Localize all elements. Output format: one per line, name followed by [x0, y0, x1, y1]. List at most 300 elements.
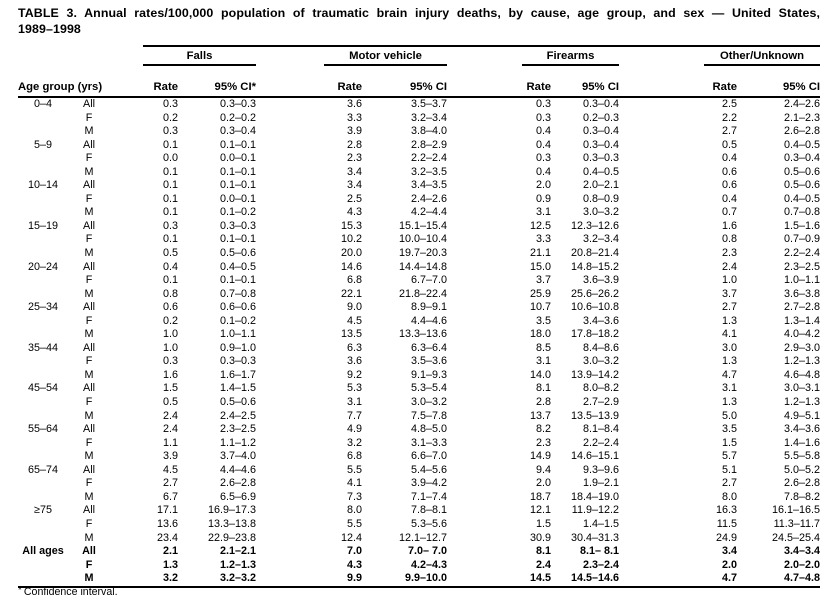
sex-cell: F	[85, 314, 93, 327]
group-header-firearms	[447, 45, 619, 66]
sex-cell: All	[83, 382, 95, 395]
firearms-rate-cell: 14.9	[529, 450, 551, 463]
sex-cell: All	[83, 260, 95, 273]
other-rate-cell: 2.5	[721, 98, 737, 110]
motor-vehicle-ci-cell: 3.4–3.5	[410, 179, 447, 192]
motor-vehicle-ci-cell: 6.7–7.0	[410, 274, 447, 287]
other-rate-cell: 1.3	[721, 396, 737, 409]
motor-vehicle-rate-cell: 6.8	[346, 274, 362, 287]
motor-vehicle-rate-cell: 3.6	[346, 98, 362, 110]
table-row	[18, 532, 820, 546]
falls-rate-cell: 2.4	[162, 423, 178, 436]
table-row	[18, 572, 820, 587]
firearms-ci-cell: 0.2–0.3	[582, 111, 619, 124]
sex-cell: All	[83, 504, 95, 517]
motor-vehicle-rate-cell: 3.6	[346, 355, 362, 368]
sex-cell: M	[84, 531, 94, 544]
other-rate-cell: 2.0	[721, 558, 737, 571]
falls-rate-cell: 0.3	[162, 98, 178, 110]
firearms-ci-cell: 8.1–8.4	[582, 423, 619, 436]
other-ci-cell: 4.9–5.1	[783, 409, 820, 422]
falls-ci-cell: 6.5–6.9	[219, 490, 256, 503]
firearms-ci-cell: 30.4–31.3	[570, 531, 619, 544]
table-body	[18, 97, 820, 587]
sex-cell: M	[84, 247, 94, 260]
motor-vehicle-ci-cell: 3.2–3.5	[410, 165, 447, 178]
firearms-ci-cell: 14.6–15.1	[570, 450, 619, 463]
age-cell	[18, 369, 68, 383]
table-row	[18, 247, 820, 261]
falls-rate-cell: 23.4	[156, 531, 178, 544]
motor-vehicle-rate-cell: 22.1	[340, 287, 362, 300]
sex-cell: F	[85, 152, 93, 165]
falls-ci-cell: 0.6–0.6	[219, 301, 256, 314]
table-row	[18, 125, 820, 139]
motor-vehicle-rate-cell: 7.0	[346, 545, 362, 558]
motor-vehicle-rate-cell: 3.2	[346, 436, 362, 449]
falls-rate-cell: 0.5	[162, 396, 178, 409]
falls-ci-cell: 16.9–17.3	[207, 504, 256, 517]
group-header-falls	[110, 45, 256, 66]
falls-ci-cell: 0.3–0.3	[219, 98, 256, 110]
sex-cell: All	[82, 545, 96, 558]
motor-vehicle-ci-header: 95% CI	[362, 66, 447, 97]
falls-rate-cell: 0.1	[162, 138, 178, 151]
firearms-ci-cell: 17.8–18.2	[570, 328, 619, 341]
firearms-rate-cell: 14.0	[529, 368, 551, 381]
motor-vehicle-ci-cell: 21.8–22.4	[398, 287, 447, 300]
falls-rate-cell: 1.0	[162, 328, 178, 341]
age-cell: 10–14	[27, 179, 59, 192]
other-rate-header: Rate	[619, 66, 737, 97]
other-ci-cell: 3.6–3.8	[783, 287, 820, 300]
motor-vehicle-rate-cell: 4.3	[346, 206, 362, 219]
other-rate-cell: 3.4	[721, 545, 737, 558]
table-row	[18, 423, 820, 437]
motor-vehicle-ci-cell: 14.4–14.8	[398, 260, 447, 273]
falls-ci-cell: 0.9–1.0	[219, 341, 256, 354]
other-ci-cell: 16.1–16.5	[771, 504, 820, 517]
other-ci-cell: 2.6–2.8	[783, 477, 820, 490]
age-cell	[18, 410, 68, 424]
table-row	[18, 410, 820, 424]
table-row	[18, 396, 820, 410]
age-cell: ≥75	[34, 504, 52, 517]
age-cell	[18, 532, 68, 546]
motor-vehicle-rate-cell: 4.3	[346, 558, 362, 571]
other-ci-cell: 2.7–2.8	[783, 301, 820, 314]
other-ci-cell: 1.2–1.3	[783, 355, 820, 368]
firearms-rate-cell: 2.4	[535, 558, 551, 571]
sex-cell: M	[84, 328, 94, 341]
falls-rate-cell: 3.2	[110, 572, 178, 587]
other-ci-cell: 4.7–4.8	[737, 572, 820, 587]
falls-rate-cell: 2.7	[162, 477, 178, 490]
other-rate-cell: 0.4	[721, 152, 737, 165]
falls-rate-cell: 1.5	[162, 382, 178, 395]
firearms-rate-cell: 13.7	[529, 409, 551, 422]
firearms-rate-cell: 25.9	[529, 287, 551, 300]
other-rate-cell: 2.3	[721, 247, 737, 260]
falls-ci-cell: 1.0–1.1	[219, 328, 256, 341]
sex-cell: M	[84, 409, 94, 422]
other-rate-cell: 3.1	[721, 382, 737, 395]
other-ci-cell: 4.0–4.2	[783, 328, 820, 341]
falls-rate-cell: 0.1	[162, 274, 178, 287]
other-ci-cell: 3.4–3.6	[783, 423, 820, 436]
sex-cell: M	[84, 368, 94, 381]
firearms-rate-cell: 10.7	[529, 301, 551, 314]
falls-ci-cell: 2.1–2.1	[219, 545, 256, 558]
motor-vehicle-rate-cell: 2.3	[346, 152, 362, 165]
table-row	[18, 545, 820, 559]
group-label-other-unknown: Other/Unknown	[704, 49, 820, 66]
falls-ci-cell: 3.7–4.0	[219, 450, 256, 463]
other-rate-cell: 0.4	[721, 192, 737, 205]
falls-rate-cell: 6.7	[162, 490, 178, 503]
firearms-rate-cell: 9.4	[535, 463, 551, 476]
table-row	[18, 220, 820, 234]
motor-vehicle-ci-cell: 3.0–3.2	[410, 396, 447, 409]
other-rate-cell: 5.0	[721, 409, 737, 422]
motor-vehicle-ci-cell: 7.0– 7.0	[407, 545, 447, 558]
sex-cell: All	[83, 219, 95, 232]
motor-vehicle-rate-cell: 9.2	[346, 368, 362, 381]
group-header-row	[18, 45, 820, 66]
sex-cell: All	[83, 423, 95, 436]
other-rate-cell: 0.6	[721, 165, 737, 178]
other-rate-cell: 5.7	[721, 450, 737, 463]
falls-rate-cell: 0.1	[162, 192, 178, 205]
firearms-rate-cell: 0.4	[535, 125, 551, 138]
firearms-rate-cell: 0.4	[535, 138, 551, 151]
other-rate-cell: 3.7	[721, 287, 737, 300]
sex-cell: F	[85, 274, 93, 287]
firearms-rate-cell: 3.1	[535, 355, 551, 368]
falls-rate-cell: 0.2	[162, 111, 178, 124]
falls-ci-cell: 0.1–0.1	[219, 274, 256, 287]
firearms-rate-cell: 3.7	[535, 274, 551, 287]
age-cell: 45–54	[27, 382, 59, 395]
firearms-ci-cell: 10.6–10.8	[570, 301, 619, 314]
table-row	[18, 437, 820, 451]
age-cell	[18, 559, 68, 573]
age-cell	[18, 274, 68, 288]
falls-ci-cell: 0.5–0.6	[219, 247, 256, 260]
other-rate-cell: 16.3	[715, 504, 737, 517]
age-cell	[18, 518, 68, 532]
motor-vehicle-ci-cell: 5.4–5.6	[410, 463, 447, 476]
motor-vehicle-ci-cell: 2.8–2.9	[410, 138, 447, 151]
firearms-rate-cell: 3.5	[535, 314, 551, 327]
falls-ci-cell: 0.1–0.1	[219, 233, 256, 246]
age-cell	[18, 166, 68, 180]
firearms-rate-cell: 8.1	[535, 545, 551, 558]
age-cell	[18, 437, 68, 451]
group-label-firearms: Firearms	[522, 49, 619, 66]
falls-rate-cell: 3.9	[162, 450, 178, 463]
falls-rate-cell: 0.5	[162, 247, 178, 260]
sex-cell: All	[83, 138, 95, 151]
age-cell	[18, 288, 68, 302]
age-cell	[18, 315, 68, 329]
sex-cell: M	[84, 287, 94, 300]
motor-vehicle-rate-cell: 14.6	[340, 260, 362, 273]
motor-vehicle-ci-cell: 2.2–2.4	[410, 152, 447, 165]
firearms-rate-cell: 18.7	[529, 490, 551, 503]
firearms-ci-cell: 2.2–2.4	[582, 436, 619, 449]
motor-vehicle-ci-cell: 6.6–7.0	[410, 450, 447, 463]
motor-vehicle-ci-cell: 4.8–5.0	[410, 423, 447, 436]
table-row	[18, 450, 820, 464]
falls-rate-cell: 1.6	[162, 368, 178, 381]
age-cell	[18, 572, 68, 587]
other-ci-cell: 0.5–0.6	[783, 165, 820, 178]
motor-vehicle-ci-cell: 3.5–3.6	[410, 355, 447, 368]
firearms-rate-cell: 1.5	[535, 517, 551, 530]
motor-vehicle-ci-cell: 9.9–10.0	[362, 572, 447, 587]
falls-ci-cell: 0.1–0.1	[219, 165, 256, 178]
motor-vehicle-rate-cell: 13.5	[340, 328, 362, 341]
firearms-ci-cell: 20.8–21.4	[570, 247, 619, 260]
age-cell: 15–19	[27, 219, 59, 232]
firearms-rate-cell: 8.1	[535, 382, 551, 395]
motor-vehicle-ci-cell: 5.3–5.6	[410, 517, 447, 530]
motor-vehicle-ci-cell: 3.2–3.4	[410, 111, 447, 124]
other-rate-cell: 3.0	[721, 341, 737, 354]
firearms-ci-cell: 3.0–3.2	[582, 206, 619, 219]
other-rate-cell: 5.1	[721, 463, 737, 476]
other-ci-cell: 1.5–1.6	[783, 219, 820, 232]
table-row	[18, 464, 820, 478]
age-cell	[18, 233, 68, 247]
footnote-marker: *	[18, 585, 22, 596]
other-ci-cell: 1.3–1.4	[783, 314, 820, 327]
firearms-ci-cell: 1.9–2.1	[582, 477, 619, 490]
firearms-ci-cell: 0.8–0.9	[582, 192, 619, 205]
other-ci-cell: 0.7–0.9	[783, 233, 820, 246]
falls-ci-cell: 0.0–0.1	[219, 192, 256, 205]
table-row	[18, 261, 820, 275]
motor-vehicle-ci-cell: 2.4–2.6	[410, 192, 447, 205]
table-row	[18, 179, 820, 193]
motor-vehicle-ci-cell: 4.2–4.3	[410, 558, 447, 571]
table-row	[18, 288, 820, 302]
age-group-header: Age group (yrs)	[18, 66, 110, 97]
falls-ci-cell: 0.1–0.1	[219, 179, 256, 192]
falls-ci-cell: 3.2–3.2	[178, 572, 256, 587]
motor-vehicle-rate-cell: 7.3	[346, 490, 362, 503]
falls-rate-cell: 1.3	[162, 558, 178, 571]
age-cell: 65–74	[27, 463, 59, 476]
table-title-line1: TABLE 3. Annual rates/100,000 population of traumatic brain injury deaths, by cause, age group, and sex — United States,	[18, 6, 820, 20]
table-row	[18, 301, 820, 315]
motor-vehicle-rate-cell: 3.3	[346, 111, 362, 124]
falls-ci-cell: 2.3–2.5	[219, 423, 256, 436]
age-cell	[18, 247, 68, 261]
falls-rate-cell: 4.5	[162, 463, 178, 476]
firearms-rate-cell: 0.9	[535, 192, 551, 205]
table-row	[18, 274, 820, 288]
motor-vehicle-rate-cell: 3.4	[346, 165, 362, 178]
motor-vehicle-rate-cell: 5.5	[346, 463, 362, 476]
age-cell: 25–34	[27, 301, 59, 314]
age-cell: 5–9	[33, 138, 52, 151]
firearms-rate-cell: 0.3	[535, 152, 551, 165]
firearms-rate-cell: 0.3	[535, 98, 551, 110]
sex-cell: F	[85, 233, 93, 246]
firearms-rate-cell: 2.0	[535, 179, 551, 192]
motor-vehicle-rate-cell: 20.0	[340, 247, 362, 260]
group-label-motor-vehicle: Motor vehicle	[324, 49, 447, 66]
firearms-ci-cell: 0.3–0.4	[582, 98, 619, 110]
other-rate-cell: 1.5	[721, 436, 737, 449]
table-title	[18, 5, 820, 37]
other-ci-cell: 11.3–11.7	[773, 517, 820, 530]
table-row	[18, 355, 820, 369]
column-header-row	[18, 66, 820, 97]
other-ci-cell: 2.1–2.3	[783, 111, 820, 124]
falls-ci-cell: 1.4–1.5	[219, 382, 256, 395]
motor-vehicle-rate-cell: 7.7	[346, 409, 362, 422]
falls-rate-cell: 1.0	[162, 341, 178, 354]
group-label-falls: Falls	[143, 49, 256, 66]
falls-rate-cell: 0.3	[162, 219, 178, 232]
falls-rate-cell: 0.3	[162, 125, 178, 138]
firearms-rate-cell: 8.2	[535, 423, 551, 436]
other-rate-cell: 8.0	[721, 490, 737, 503]
age-cell	[18, 491, 68, 505]
other-rate-cell: 2.7	[721, 301, 737, 314]
firearms-rate-cell: 12.5	[529, 219, 551, 232]
other-ci-cell: 5.5–5.8	[783, 450, 820, 463]
falls-ci-cell: 0.1–0.2	[219, 206, 256, 219]
motor-vehicle-rate-cell: 15.3	[340, 219, 362, 232]
firearms-ci-cell: 8.1– 8.1	[579, 545, 619, 558]
firearms-ci-cell: 0.3–0.3	[582, 152, 619, 165]
table-title-line2: 1989–1998	[18, 22, 81, 36]
other-rate-cell: 4.7	[619, 572, 737, 587]
firearms-ci-cell: 25.6–26.2	[570, 287, 619, 300]
falls-rate-cell: 0.6	[162, 301, 178, 314]
group-header-other-unknown	[619, 45, 820, 66]
sex-cell: All	[83, 98, 95, 110]
firearms-ci-cell: 3.6–3.9	[582, 274, 619, 287]
footnote	[18, 586, 118, 598]
age-cell: 55–64	[27, 423, 59, 436]
motor-vehicle-ci-cell: 3.9–4.2	[410, 477, 447, 490]
firearms-ci-cell: 2.3–2.4	[582, 558, 619, 571]
falls-rate-cell: 17.1	[156, 504, 178, 517]
falls-ci-cell: 2.6–2.8	[219, 477, 256, 490]
table-row	[18, 97, 820, 112]
age-cell	[18, 112, 68, 126]
sex-cell: F	[85, 436, 93, 449]
firearms-rate-cell: 15.0	[529, 260, 551, 273]
firearms-rate-cell: 3.3	[535, 233, 551, 246]
other-rate-cell: 1.0	[721, 274, 737, 287]
firearms-rate-cell: 0.4	[535, 165, 551, 178]
sex-cell: All	[83, 301, 95, 314]
firearms-ci-cell: 3.4–3.6	[582, 314, 619, 327]
motor-vehicle-ci-cell: 7.8–8.1	[410, 504, 447, 517]
sex-cell: M	[68, 572, 110, 587]
table-row	[18, 342, 820, 356]
falls-rate-cell: 0.2	[162, 314, 178, 327]
motor-vehicle-ci-cell: 7.1–7.4	[410, 490, 447, 503]
other-ci-cell: 1.0–1.1	[783, 274, 820, 287]
other-rate-cell: 11.5	[716, 517, 737, 530]
motor-vehicle-ci-cell: 10.0–10.4	[398, 233, 447, 246]
falls-ci-cell: 0.2–0.2	[219, 111, 256, 124]
other-rate-cell: 0.5	[721, 138, 737, 151]
sex-cell: M	[84, 165, 94, 178]
motor-vehicle-ci-cell: 12.1–12.7	[398, 531, 447, 544]
falls-ci-cell: 2.4–2.5	[219, 409, 256, 422]
other-ci-cell: 0.3–0.4	[783, 152, 820, 165]
falls-ci-cell: 4.4–4.6	[219, 463, 256, 476]
age-cell	[18, 355, 68, 369]
other-ci-header: 95% CI	[737, 66, 820, 97]
other-ci-cell: 0.4–0.5	[783, 192, 820, 205]
falls-rate-cell: 0.1	[162, 233, 178, 246]
falls-rate-cell: 1.1	[162, 436, 178, 449]
sex-cell: F	[85, 558, 93, 571]
firearms-ci-cell: 0.3–0.4	[582, 125, 619, 138]
falls-rate-cell: 13.6	[156, 517, 178, 530]
falls-ci-cell: 0.5–0.6	[219, 396, 256, 409]
motor-vehicle-ci-cell: 9.1–9.3	[410, 368, 447, 381]
other-rate-cell: 0.6	[721, 179, 737, 192]
firearms-ci-cell: 13.9–14.2	[570, 368, 619, 381]
age-cell: All ages	[22, 545, 64, 558]
firearms-ci-cell: 2.7–2.9	[582, 396, 619, 409]
age-cell	[18, 328, 68, 342]
motor-vehicle-rate-cell: 3.4	[346, 179, 362, 192]
sex-cell: F	[85, 396, 93, 409]
table-row	[18, 139, 820, 153]
firearms-rate-cell: 2.0	[535, 477, 551, 490]
firearms-ci-cell: 3.2–3.4	[582, 233, 619, 246]
motor-vehicle-rate-cell: 6.8	[346, 450, 362, 463]
other-rate-cell: 1.3	[721, 314, 737, 327]
sex-cell: M	[84, 490, 94, 503]
motor-vehicle-rate-cell: 4.9	[346, 423, 362, 436]
table-row	[18, 233, 820, 247]
table-row	[18, 504, 820, 518]
sex-cell: M	[84, 450, 94, 463]
motor-vehicle-rate-cell: 5.5	[346, 517, 362, 530]
table-row	[18, 369, 820, 383]
sex-cell: F	[85, 477, 93, 490]
footnote-text: Confidence interval.	[23, 586, 118, 598]
motor-vehicle-rate-cell: 3.9	[346, 125, 362, 138]
falls-rate-cell: 0.3	[162, 355, 178, 368]
other-ci-cell: 2.4–2.6	[783, 98, 820, 110]
sex-cell: All	[83, 179, 95, 192]
other-ci-cell: 7.8–8.2	[783, 490, 820, 503]
motor-vehicle-rate-cell: 4.1	[346, 477, 362, 490]
falls-ci-cell: 0.3–0.3	[219, 219, 256, 232]
motor-vehicle-rate-cell: 8.0	[346, 504, 362, 517]
other-rate-cell: 1.3	[721, 355, 737, 368]
group-header-motor-vehicle	[256, 45, 447, 66]
motor-vehicle-ci-cell: 7.5–7.8	[410, 409, 447, 422]
age-cell	[18, 450, 68, 464]
other-ci-cell: 2.2–2.4	[783, 247, 820, 260]
falls-ci-cell: 0.7–0.8	[219, 287, 256, 300]
firearms-rate-cell: 14.5	[447, 572, 551, 587]
